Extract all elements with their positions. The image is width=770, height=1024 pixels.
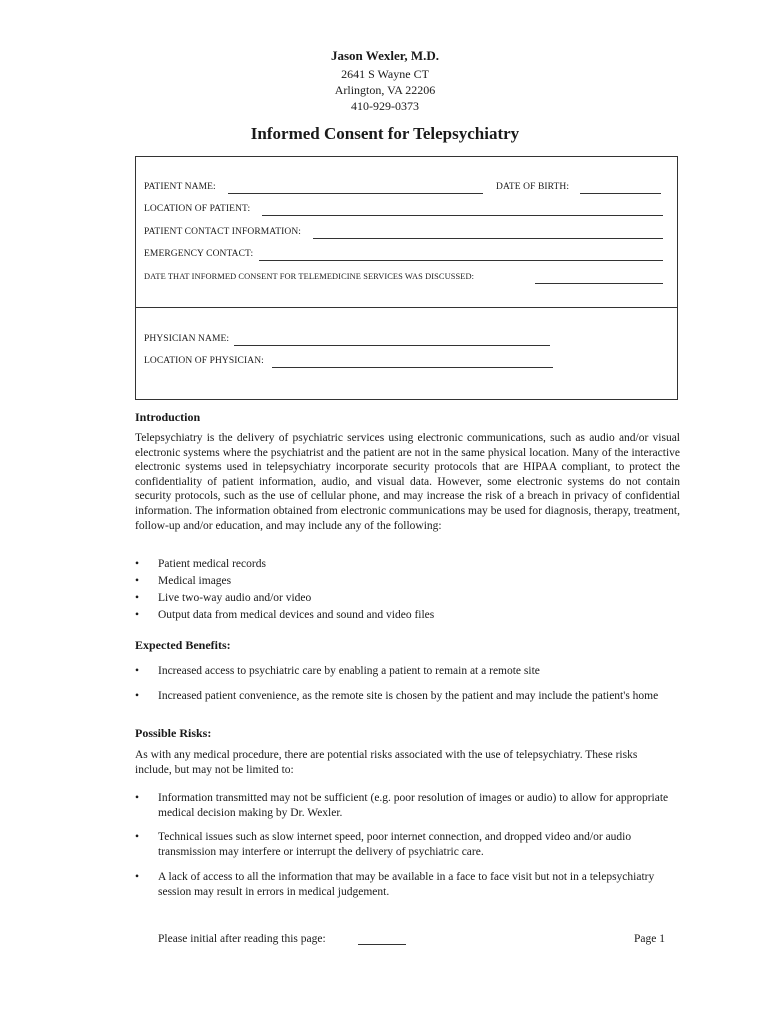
patient-contact-field[interactable] <box>313 238 663 239</box>
document-page: Jason Wexler, M.D. 2641 S Wayne CT Arlington, VA 22206 410-929-0373 Informed Consent for Telepsychiatry PATIENT NAME: DATE OF BIRTH: LOCATION OF PATIENT: PATIENT CONTACT INFORMATION: EMERGENCY CONTACT: DATE THAT INFORMED CONSENT FOR TELEMEDICINE SERVICES WAS DISCUSSED: PHYSICIAN NAME: LOCATION OF PHYSICIAN: Introduction Telepsychiatry is the delivery of psychiatric services using electronic communications, such as audio and/or visual electronic systems where the psychiatrist and the patient are not in the same physical location. Many of the interactive electronic systems used in telepsychiatry incorporate security protocols that are HIPAA compliant, to protect the confidentiality of patient information, audio, and visual data. However, some electronic systems do not contain security protocols, such as the use of cellular phone, and may increase the risk of a breach in privacy of confidential information. The information obtained from electronic communications may be used for diagnosis, therapy, treatment, follow-up and/or education, and may include any of the following: • Patient medical records • Medical images • Live two-way audio and/or video • Output data from medical devices and sound and video files Expected Benefits: • Increased access to psychiatric care by enabling a patient to remain at a remote site • Increased patient convenience, as the remote site is chosen by the patient and may include the patient's home Possible Risks: As with any medical procedure, there are potential risks associated with the use of telepsychiatry. These risks include, but may not be limited to: • Information transmitted may not be sufficient (e.g. poor resolution of images or audio) to allow for appropriate medical decision making by Dr. Wexler. • Technical issues such as slow internet speed, poor internet connection, and dropped video and/or audio transmission may interfere or interrupt the delivery of psychiatric care. • A lack of access to all the information that may be available in a face to face visit but not in a telepsychiatry session may result in errors in medical judgement. Please initial after reading this page: Page 1 <box>0 0 770 1024</box>
patient-name-label: PATIENT NAME: <box>144 182 216 192</box>
page-number: Page 1 <box>634 933 665 945</box>
physician-name-field[interactable] <box>234 345 550 346</box>
emergency-contact-label: EMERGENCY CONTACT: <box>144 249 254 259</box>
address-line-1: 2641 S Wayne CT <box>341 67 429 81</box>
location-of-patient-field[interactable] <box>262 215 663 216</box>
address-line-2: Arlington, VA 22206 <box>334 83 436 97</box>
date-of-birth-field[interactable] <box>580 193 661 194</box>
location-of-physician-label: LOCATION OF PHYSICIAN: <box>144 356 264 366</box>
date-discussed-field[interactable] <box>535 283 663 284</box>
patient-name-field[interactable] <box>228 193 483 194</box>
date-discussed-label: DATE THAT INFORMED CONSENT FOR TELEMEDICINE SERVICES WAS DISCUSSED: <box>144 272 475 281</box>
risks-paragraph: As with any medical procedure, there are potential risks associated with the use of telepsychiatry. These risks include, but may not be limited to: <box>135 749 638 776</box>
initial-label: Please initial after reading this page: <box>158 933 326 945</box>
document-title: Informed Consent for Telepsychiatry <box>250 124 520 143</box>
date-of-birth-label: DATE OF BIRTH: <box>496 182 570 192</box>
introduction-heading: Introduction <box>135 410 201 424</box>
physician-name-header: Jason Wexler, M.D. <box>331 48 439 63</box>
introduction-paragraph: Telepsychiatry is the delivery of psychiatric services using electronic communications, such as audio and/or visual electronic systems where the psychiatrist and the patient are not in the same physical location. Many of the interactive electronic systems used in telepsychiatry incorporate security protocols that are HIPAA compliant, to protect the confidentiality of patient information, audio, and visual data. However, some electronic systems do not contain security protocols, such as the use of cellular phone, and may increase the risk of a breach in privacy of confidential information. The information obtained from electronic communications may be used for diagnosis, therapy, treatment, follow-up and/or education, and may include any of the following: <box>135 432 680 532</box>
emergency-contact-field[interactable] <box>259 260 663 261</box>
risks-heading: Possible Risks: <box>135 726 212 740</box>
physician-name-label: PHYSICIAN NAME: <box>144 334 230 344</box>
physician-info-box <box>135 307 678 400</box>
benefits-heading: Expected Benefits: <box>135 638 231 652</box>
patient-contact-label: PATIENT CONTACT INFORMATION: <box>144 227 302 237</box>
location-of-physician-field[interactable] <box>272 367 553 368</box>
initial-field[interactable] <box>358 944 406 945</box>
phone-number: 410-929-0373 <box>351 99 419 113</box>
location-of-patient-label: LOCATION OF PATIENT: <box>144 204 251 214</box>
